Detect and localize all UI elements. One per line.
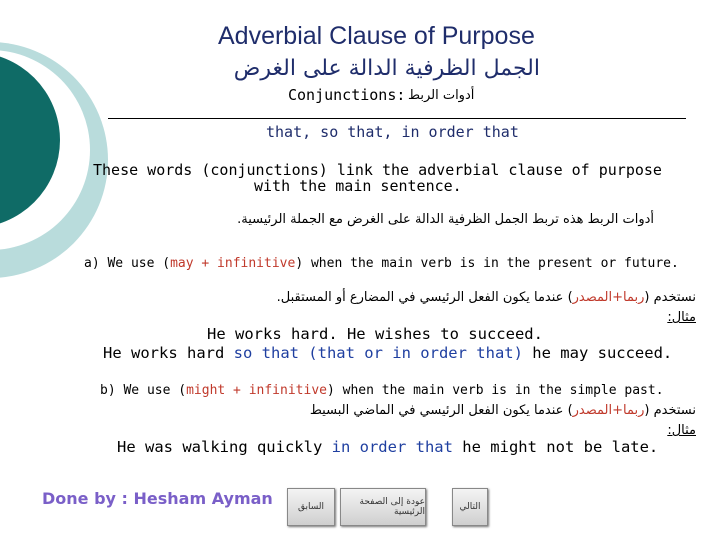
rule-a	[84, 256, 679, 271]
next-button-label: التالي	[459, 502, 481, 512]
description-line-2: with the main sentence.	[254, 177, 462, 195]
divider-line	[108, 118, 686, 119]
slide-title: Adverbial Clause of Purpose	[218, 22, 535, 50]
rule-b-ar-highlight: ربما+المصدر	[572, 403, 645, 418]
example-a-line-1: He works hard. He wishes to succeed.	[207, 325, 543, 343]
rule-a-highlight: may + infinitive	[170, 256, 296, 271]
example-a-line-2	[103, 344, 672, 362]
example-a2-highlight: so that (that or in order that)	[233, 344, 523, 362]
description-arabic: أدوات الربط هذه تربط الجمل الظرفية الدالة على الغرض مع الجملة الرئيسية.	[237, 212, 654, 227]
prev-button-label: السابق	[297, 502, 325, 512]
example-b-suffix: he might not be late.	[452, 438, 659, 456]
example-b	[117, 438, 658, 456]
home-button[interactable]	[340, 488, 426, 526]
credit-text: Done by : Hesham Ayman	[42, 489, 273, 508]
rule-a-prefix: a) We use (	[84, 256, 171, 271]
example-b-highlight: in order that	[331, 438, 453, 456]
rule-b-arabic	[300, 403, 696, 418]
prev-button[interactable]	[287, 488, 335, 526]
rule-a-suffix: ) when the main verb is in the present or future.	[295, 256, 679, 271]
slide-title-arabic: الجمل الظرفية الدالة على الغرض	[233, 56, 540, 81]
conjunctions-label-arabic: أدوات الربط	[408, 88, 475, 103]
rule-b-ar-prefix: نستخدم (	[644, 403, 696, 418]
example-a2-prefix: He works hard	[103, 344, 234, 362]
rule-b-prefix: b) We use (	[100, 383, 187, 398]
example-label-arabic: مثال:	[667, 310, 696, 325]
conjunctions-label: Conjunctions:	[288, 86, 406, 104]
example-a2-suffix: he may succeed.	[522, 344, 673, 362]
rule-a-arabic	[240, 290, 696, 305]
rule-b	[100, 383, 664, 398]
rule-b-ar-suffix: ) عندما يكون الفعل الرئيسي في الماضي البسيط	[309, 403, 573, 418]
home-button-label: عودة إلى الصفحة الرئيسية	[359, 497, 425, 517]
rule-a-ar-suffix: ) عندما يكون الفعل الرئيسي في المضارع أو المستقبل.	[276, 290, 573, 305]
example-b-prefix: He was walking quickly	[117, 438, 332, 456]
next-button[interactable]	[452, 488, 488, 526]
example-label-arabic-b: مثال:	[667, 423, 696, 438]
conjunctions-list: that, so that, in order that	[266, 123, 519, 141]
description-line-1: These words (conjunctions) link the adverbial clause of purpose	[93, 161, 662, 179]
rule-b-suffix: ) when the main verb is in the simple past.	[326, 383, 664, 398]
decorative-circles	[0, 0, 130, 320]
rule-b-highlight: might + infinitive	[186, 383, 327, 398]
rule-a-ar-prefix: نستخدم (	[644, 290, 696, 305]
rule-a-ar-highlight: ربما+المصدر	[572, 290, 645, 305]
